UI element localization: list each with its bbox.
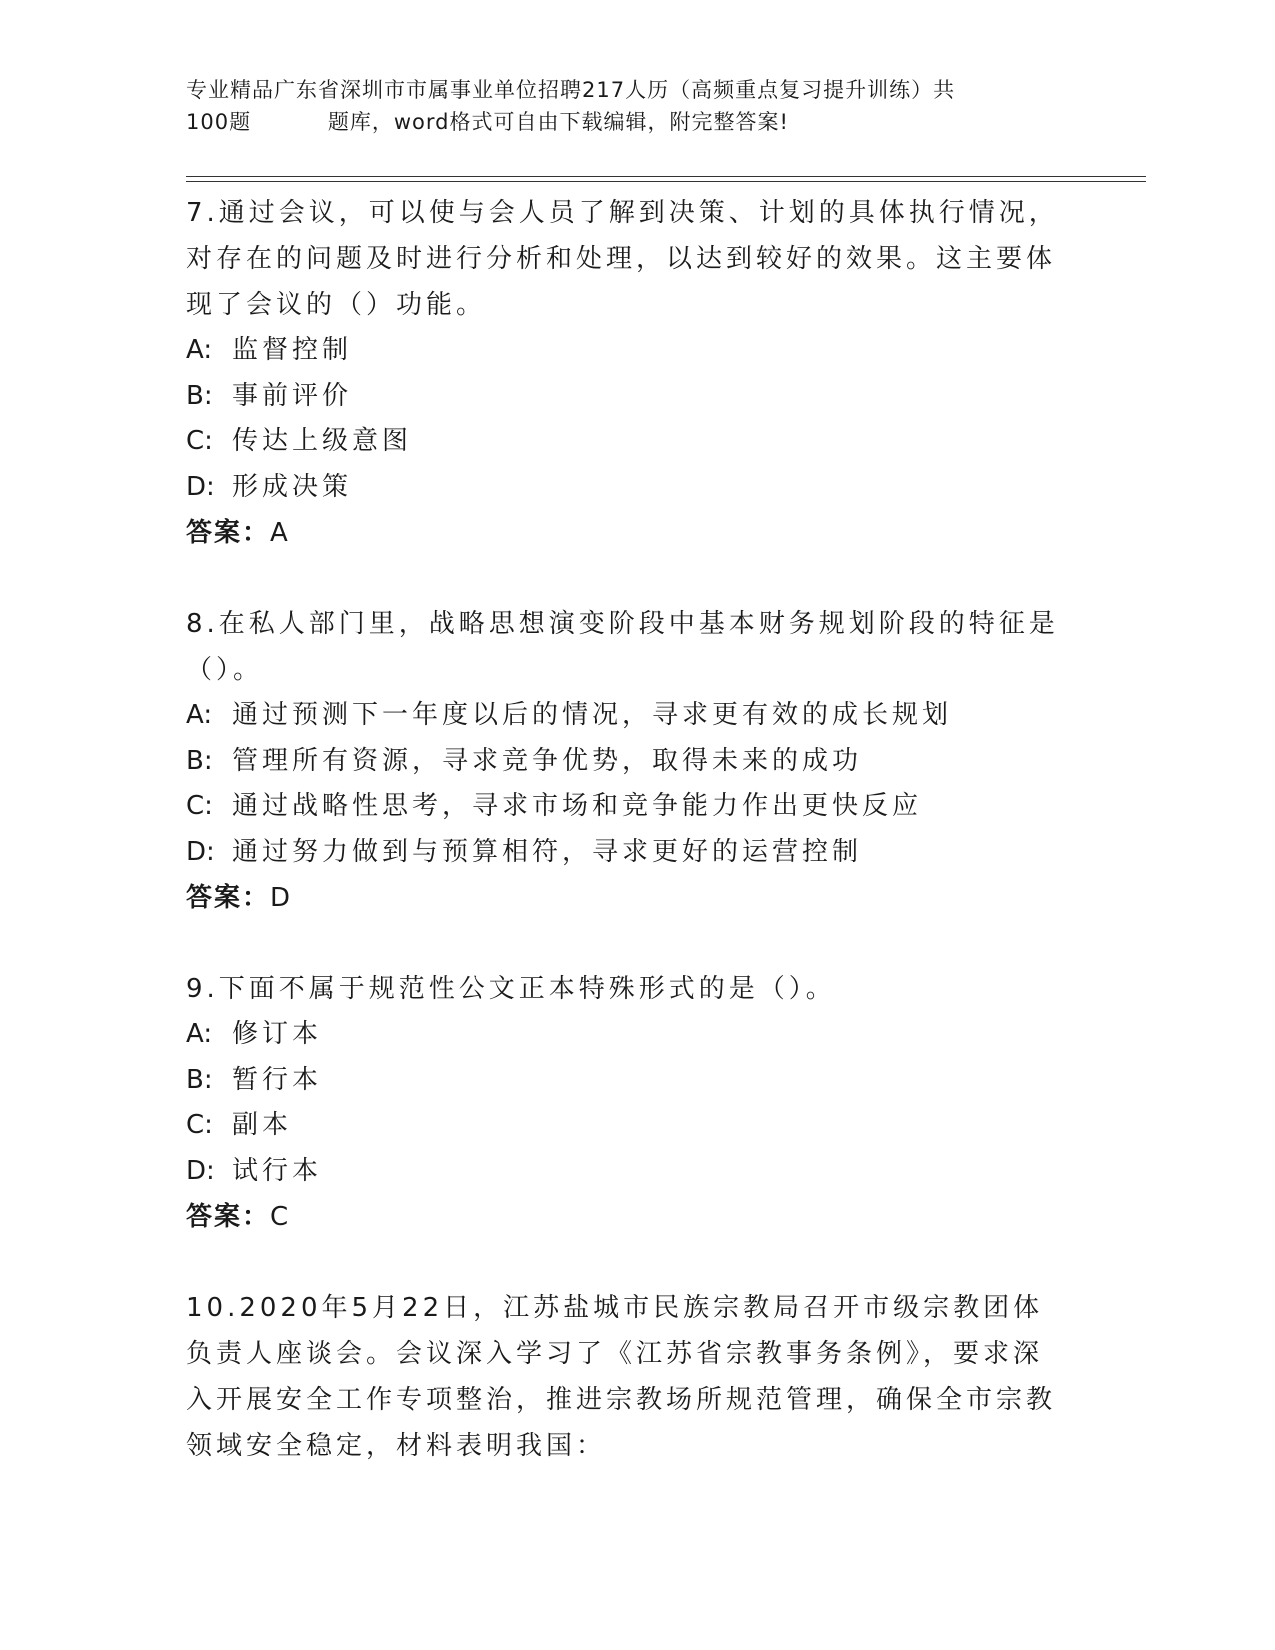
option-letter: B: xyxy=(186,745,213,776)
option-letter: B: xyxy=(186,380,213,411)
document-header xyxy=(186,74,1066,138)
option-a xyxy=(186,1012,1066,1058)
option-c xyxy=(186,784,1066,830)
question-item xyxy=(186,190,1066,556)
answer-line xyxy=(186,510,1066,556)
option-a xyxy=(186,328,1066,374)
option-letter: A: xyxy=(186,335,213,365)
option-letter: B: xyxy=(186,1064,213,1095)
answer-label: 答案： xyxy=(186,883,271,913)
header-divider-bottom xyxy=(186,181,1146,182)
question-item xyxy=(186,966,1066,1240)
option-letter: C: xyxy=(186,1110,213,1140)
option-b xyxy=(186,739,1066,785)
option-d xyxy=(186,830,1066,876)
option-d xyxy=(186,465,1066,511)
option-d xyxy=(186,1149,1066,1195)
question-stem: 8.在私人部门里，战略思想演变阶段中基本财务规划阶段的特征是（）。 xyxy=(186,609,1059,685)
option-c xyxy=(186,419,1066,465)
answer-line xyxy=(186,875,1066,921)
question-list xyxy=(186,190,1066,1469)
option-text: 传达上级意图 xyxy=(232,426,413,456)
answer-value: C xyxy=(270,1202,289,1232)
option-b xyxy=(186,374,1066,420)
option-letter: C: xyxy=(186,791,213,821)
option-letter: D: xyxy=(186,471,215,502)
answer-line xyxy=(186,1194,1066,1240)
question-stem: 7.通过会议，可以使与会人员了解到决策、计划的具体执行情况，对存在的问题及时进行分析和处理，以达到较好的效果。这主要体现了会议的（）功能。 xyxy=(186,198,1059,320)
answer-value: A xyxy=(270,518,288,548)
question-stem: 10.2020年5月22日，江苏盐城市民族宗教局召开市级宗教团体负责人座谈会。会议深入学习了《江苏省宗教事务条例》，要求深入开展安全工作专项整治，推进宗教场所规范管理，确保全市宗教领域安全稳定，材料表明我国： xyxy=(186,1293,1057,1461)
answer-label: 答案： xyxy=(186,1202,271,1232)
option-text: 通过努力做到与预算相符，寻求更好的运营控制 xyxy=(232,836,863,867)
header-divider-top xyxy=(186,176,1146,177)
option-letter: A: xyxy=(186,1019,213,1049)
option-text: 监督控制 xyxy=(232,335,353,365)
question-spacer xyxy=(186,1240,1066,1285)
question-item xyxy=(186,601,1066,921)
option-letter: D: xyxy=(186,1155,215,1186)
option-c xyxy=(186,1103,1066,1149)
option-b xyxy=(186,1058,1066,1104)
option-text: 副本 xyxy=(232,1110,293,1140)
question-stem: 9.下面不属于规范性公文正本特殊形式的是（）。 xyxy=(186,974,836,1004)
option-text: 试行本 xyxy=(232,1155,323,1186)
option-text: 修订本 xyxy=(232,1019,323,1049)
option-text: 管理所有资源，寻求竞争优势，取得未来的成功 xyxy=(232,745,863,776)
question-spacer xyxy=(186,556,1066,601)
option-letter: A: xyxy=(186,700,213,730)
option-text: 通过战略性思考，寻求市场和竞争能力作出更快反应 xyxy=(232,791,923,821)
question-spacer xyxy=(186,921,1066,966)
header-subtitle-line: 100题 题库，word格式可自由下载编辑，附完整答案! xyxy=(186,110,789,134)
option-text: 形成决策 xyxy=(232,471,353,502)
answer-value: D xyxy=(270,883,291,913)
option-letter: C: xyxy=(186,426,213,456)
header-title-line: 专业精品广东省深圳市市属事业单位招聘217人历（高频重点复习提升训练）共 xyxy=(186,78,956,102)
answer-label: 答案： xyxy=(186,518,271,548)
option-a xyxy=(186,693,1066,739)
option-text: 暂行本 xyxy=(232,1064,323,1095)
question-item xyxy=(186,1285,1066,1469)
option-text: 事前评价 xyxy=(232,380,353,411)
option-text: 通过预测下一年度以后的情况，寻求更有效的成长规划 xyxy=(232,700,953,730)
option-letter: D: xyxy=(186,836,215,867)
